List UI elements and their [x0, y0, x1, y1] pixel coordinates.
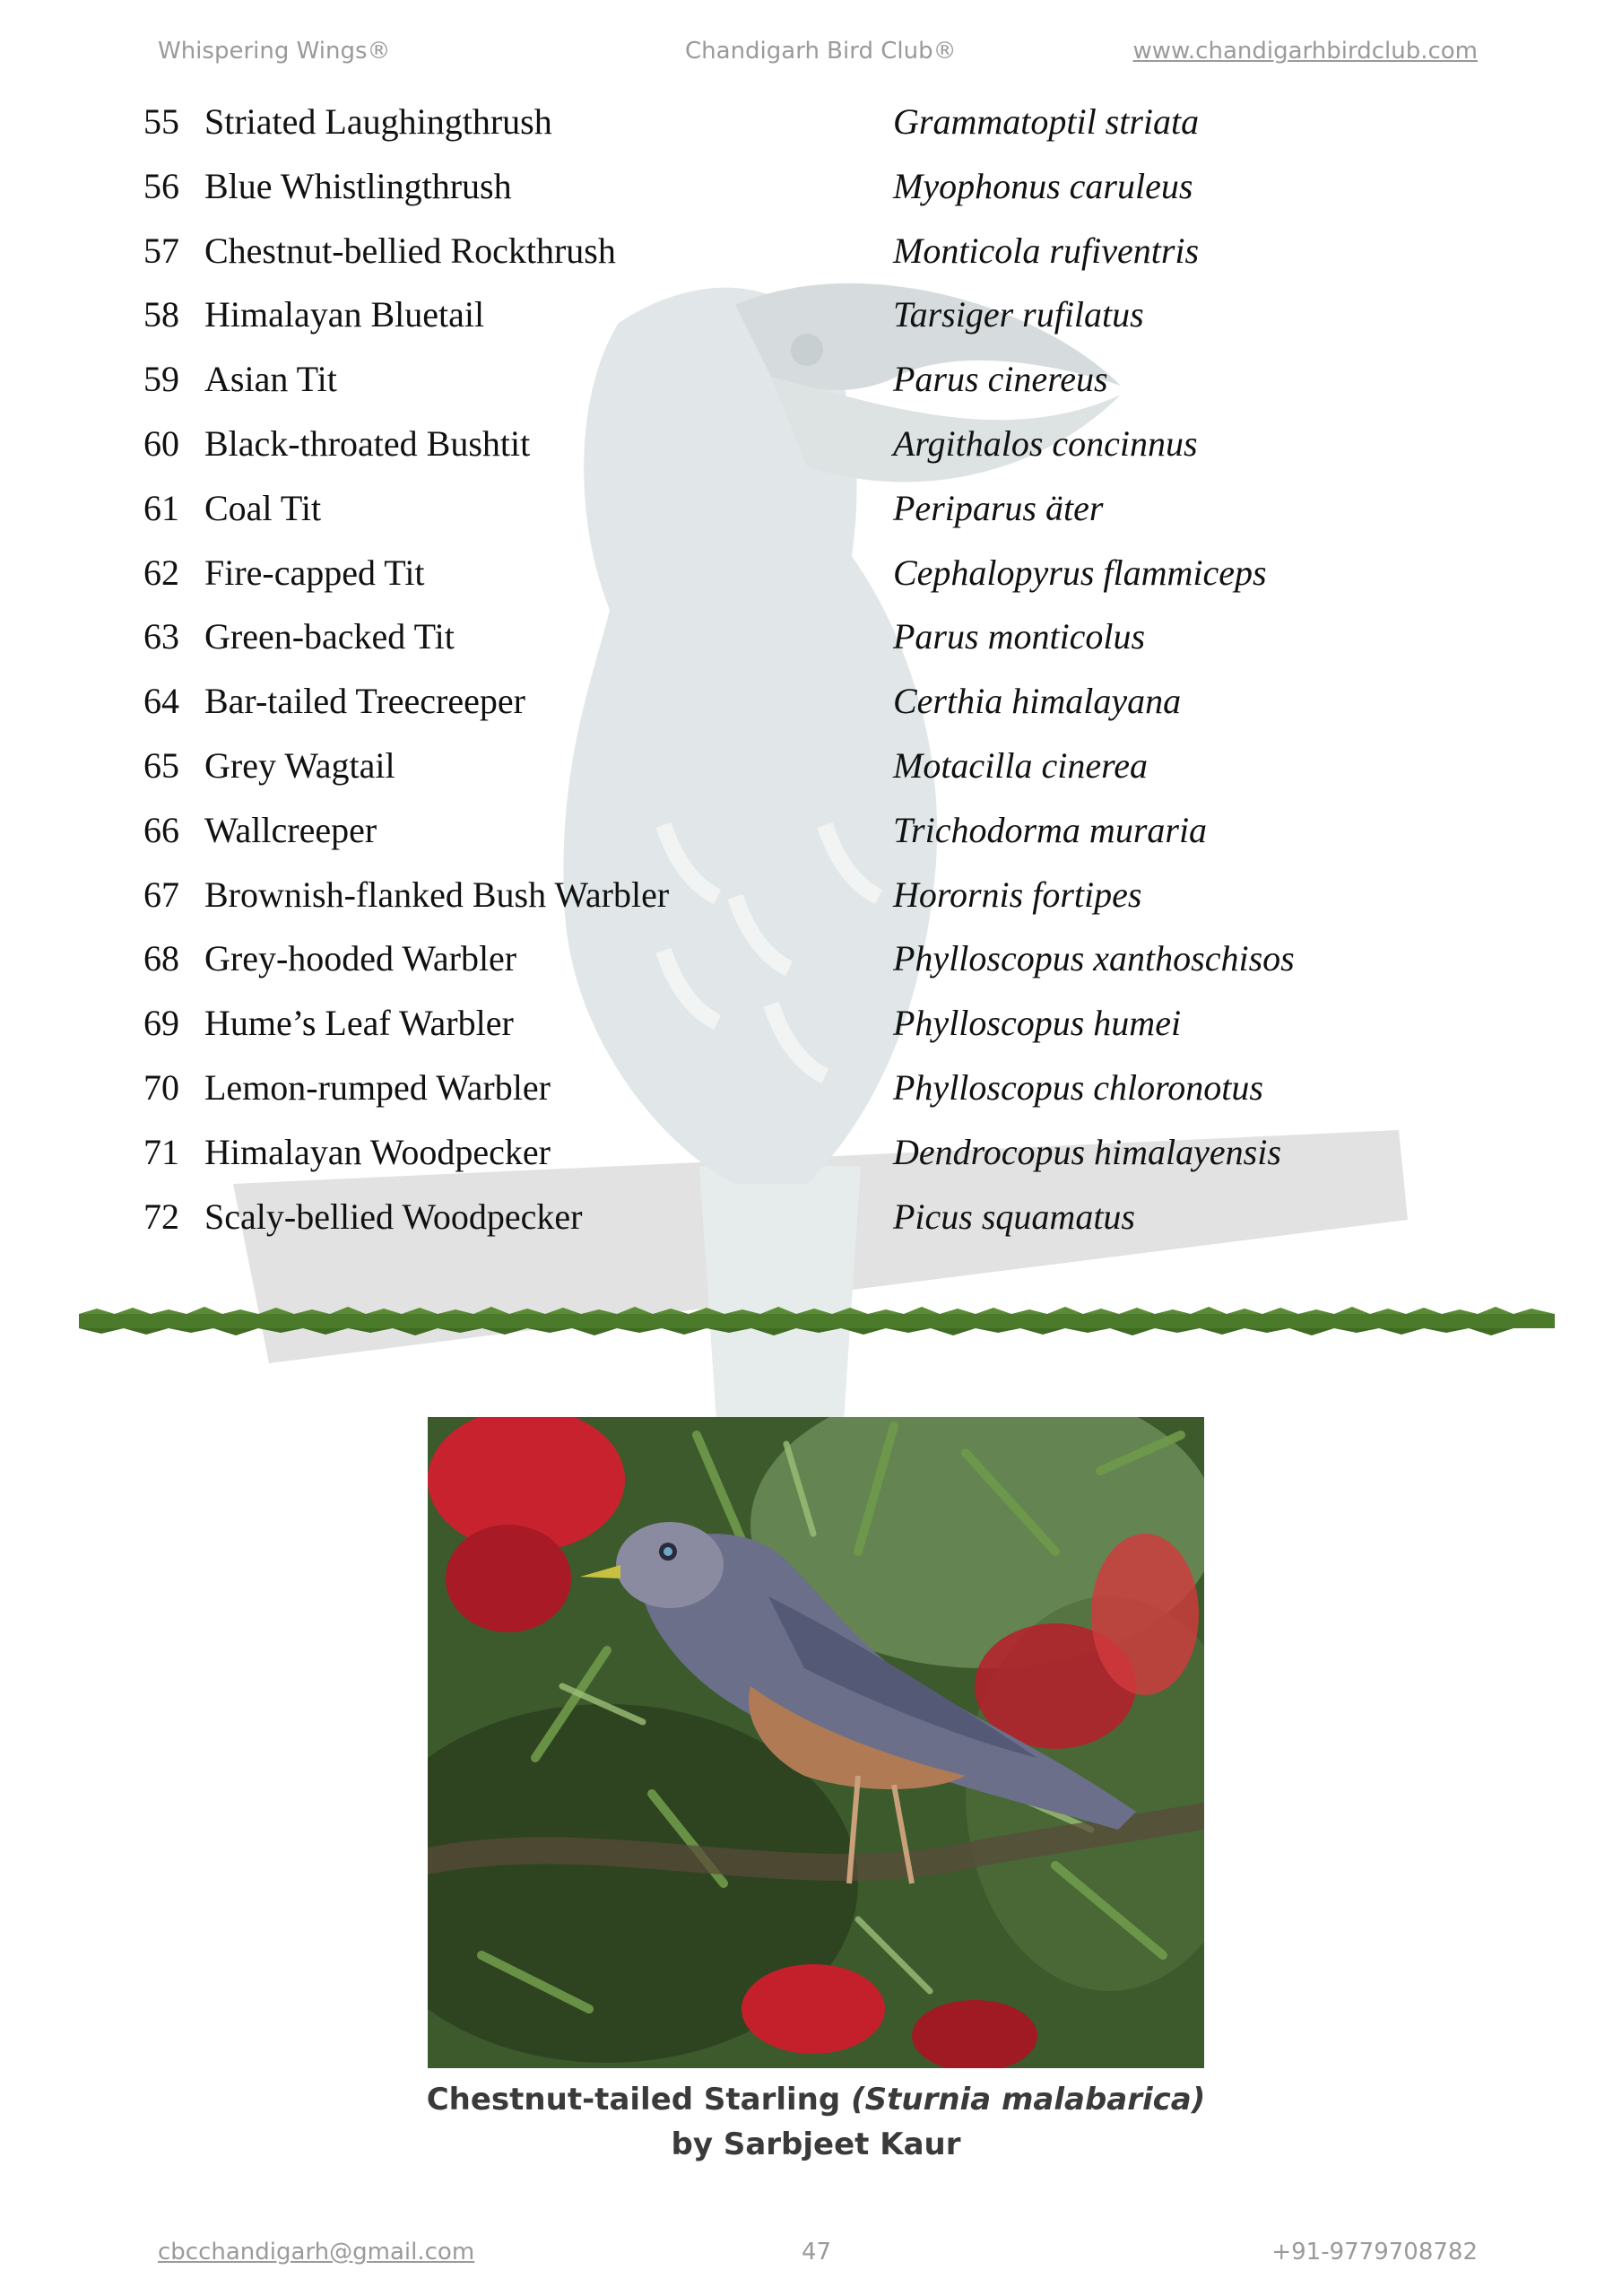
- grass-divider: [79, 1305, 1555, 1337]
- scientific-name: Periparus äter: [893, 487, 1104, 528]
- species-number: 60: [143, 422, 179, 464]
- caption-scientific-name: (Sturnia malabarica): [851, 2082, 1206, 2118]
- common-name: Black-throated Bushtit: [204, 422, 531, 464]
- species-row: [143, 541, 1399, 605]
- common-name: Grey Wagtail: [204, 744, 395, 786]
- species-row: [143, 154, 1399, 219]
- species-number: 66: [143, 809, 179, 850]
- species-number: 63: [143, 616, 179, 657]
- species-number: 71: [143, 1131, 179, 1172]
- species-number: 62: [143, 552, 179, 593]
- species-number: 56: [143, 165, 179, 206]
- scientific-name: Horornis fortipes: [893, 874, 1142, 915]
- species-number: 69: [143, 1003, 179, 1044]
- species-row: [143, 219, 1399, 283]
- common-name: Blue Whistlingthrush: [204, 165, 512, 206]
- species-number: 72: [143, 1196, 179, 1237]
- scientific-name: Tarsiger rufilatus: [893, 294, 1144, 335]
- species-list: [143, 90, 1399, 1248]
- scientific-name: Cephalopyrus flammiceps: [893, 552, 1267, 593]
- species-number: 55: [143, 101, 179, 142]
- scientific-name: Argithalos concinnus: [893, 422, 1198, 464]
- species-row: [143, 798, 1399, 863]
- species-row: [143, 734, 1399, 798]
- scientific-name: Monticola rufiventris: [893, 230, 1200, 271]
- page-footer: [158, 2239, 1478, 2274]
- publication-title: Whispering Wings®: [158, 38, 391, 65]
- scientific-name: Motacilla cinerea: [893, 744, 1148, 786]
- scientific-name: Parus cinereus: [893, 359, 1108, 400]
- page-header: [158, 38, 1478, 74]
- caption-species-line: [359, 2077, 1273, 2122]
- scientific-name: Trichodorma muraria: [893, 809, 1208, 850]
- scientific-name: Parus monticolus: [893, 616, 1146, 657]
- scientific-name: Certhia himalayana: [893, 681, 1182, 722]
- scientific-name: Phylloscopus xanthoschisos: [893, 938, 1295, 979]
- common-name: Himalayan Woodpecker: [204, 1131, 551, 1172]
- species-row: [143, 1120, 1399, 1185]
- common-name: Brownish-flanked Bush Warbler: [204, 874, 670, 915]
- common-name: Chestnut-bellied Rockthrush: [204, 230, 616, 271]
- website-link[interactable]: www.chandigarhbirdclub.com: [1132, 38, 1478, 65]
- club-name: Chandigarh Bird Club®: [685, 38, 957, 65]
- species-row: [143, 283, 1399, 347]
- starling-photo: [428, 1417, 1204, 2068]
- species-row: [143, 90, 1399, 154]
- common-name: Scaly-bellied Woodpecker: [204, 1196, 583, 1237]
- common-name: Fire-capped Tit: [204, 552, 425, 593]
- species-number: 58: [143, 294, 179, 335]
- caption-common-name: Chestnut-tailed Starling: [426, 2082, 841, 2118]
- species-number: 65: [143, 744, 179, 786]
- species-number: 68: [143, 938, 179, 979]
- common-name: Wallcreeper: [204, 809, 377, 850]
- common-name: Coal Tit: [204, 487, 322, 528]
- species-row: [143, 347, 1399, 412]
- species-row: [143, 991, 1399, 1056]
- species-row: [143, 863, 1399, 927]
- email-link[interactable]: cbcchandigarh@gmail.com: [158, 2239, 475, 2266]
- species-row: [143, 476, 1399, 541]
- species-number: 59: [143, 359, 179, 400]
- common-name: Grey-hooded Warbler: [204, 938, 517, 979]
- common-name: Himalayan Bluetail: [204, 294, 485, 335]
- common-name: Lemon-rumped Warbler: [204, 1066, 551, 1108]
- phone-number: +91-9779708782: [1271, 2239, 1478, 2266]
- page-number: 47: [802, 2239, 832, 2266]
- common-name: Striated Laughingthrush: [204, 101, 552, 142]
- scientific-name: Phylloscopus chloronotus: [893, 1066, 1263, 1108]
- common-name: Hume’s Leaf Warbler: [204, 1003, 514, 1044]
- scientific-name: Myophonus caruleus: [893, 165, 1193, 206]
- scientific-name: Phylloscopus humei: [893, 1003, 1182, 1044]
- common-name: Green-backed Tit: [204, 616, 455, 657]
- species-row: [143, 669, 1399, 734]
- common-name: Asian Tit: [204, 359, 337, 400]
- scientific-name: Grammatoptil striata: [893, 101, 1200, 142]
- species-row: [143, 1185, 1399, 1249]
- species-number: 57: [143, 230, 179, 271]
- species-number: 64: [143, 681, 179, 722]
- scientific-name: Picus squamatus: [893, 1196, 1135, 1237]
- scientific-name: Dendrocopus himalayensis: [893, 1131, 1281, 1172]
- species-number: 67: [143, 874, 179, 915]
- species-number: 70: [143, 1066, 179, 1108]
- photo-caption: [359, 2077, 1273, 2167]
- caption-credit: by Sarbjeet Kaur: [671, 2126, 961, 2162]
- species-row: [143, 1056, 1399, 1120]
- common-name: Bar-tailed Treecreeper: [204, 681, 525, 722]
- species-row: [143, 926, 1399, 991]
- species-row: [143, 604, 1399, 669]
- species-number: 61: [143, 487, 179, 528]
- species-row: [143, 412, 1399, 476]
